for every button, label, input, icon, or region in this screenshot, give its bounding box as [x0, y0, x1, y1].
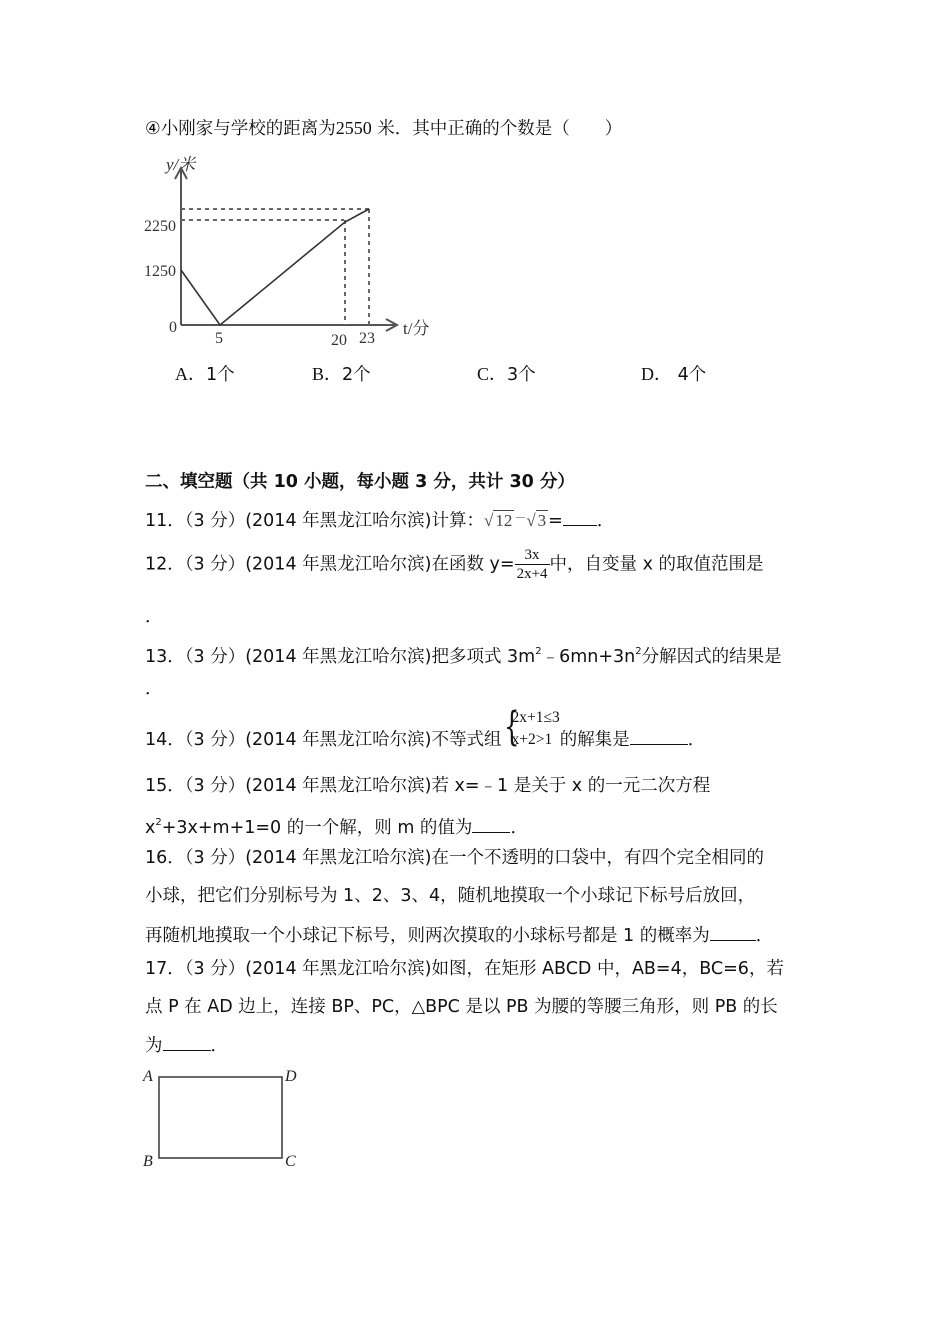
question-13 [145, 640, 782, 669]
answer-blank[interactable] [710, 922, 756, 941]
question-16-line2: 小球，把它们分别标号为 1、2、3、4，随机地摸取一个小球记下标号后放回， [145, 886, 756, 906]
option-text: 2个 [342, 365, 371, 385]
question-10-statement-4 [145, 116, 622, 141]
question-17-line3 [145, 1032, 228, 1058]
sqrt-3: √ 3 [526, 511, 547, 530]
inequality-2: x+2>1 [511, 731, 553, 748]
question-text: 11．（3 分）(2014 年黑龙江哈尔滨)计算： [145, 511, 484, 531]
answer-blank[interactable] [163, 1032, 211, 1051]
question-text: 再随机地摸取一个小球记下标号，则两次摸取的小球标号都是 1 的概率为 [145, 926, 710, 946]
question-text: 12．（3 分）(2014 年黑龙江哈尔滨)在函数 y= [145, 554, 515, 575]
section-heading: 二、填空题（共 10 小题，每小题 3 分，共计 30 分） [145, 472, 575, 492]
period: ． [596, 511, 615, 531]
option-letter: D． [641, 364, 672, 384]
expression: ﹣6mn+3n [541, 647, 636, 667]
y-tick-0: 0 [169, 319, 177, 336]
fraction [515, 546, 550, 583]
question-text: +3x+m+1=0 的一个解，则 m 的值为 [161, 818, 473, 838]
option-c[interactable] [477, 362, 536, 387]
x-axis-label: t/分 [403, 319, 430, 338]
expression: x [145, 818, 156, 838]
question-11 [145, 506, 614, 533]
y-axis-label: y/米 [166, 155, 196, 174]
rectangle [159, 1077, 282, 1158]
question-text: 为 [145, 1036, 163, 1056]
period: ． [210, 1036, 228, 1056]
question-text-suffix: 中，自变量 x 的取值范围是 [549, 554, 764, 575]
distance-time-graph [140, 150, 450, 355]
superscript: 2 [535, 646, 542, 657]
question-text-suffix: 分解因式的结果是 [641, 647, 782, 667]
question-12 [145, 546, 764, 583]
x-tick-23: 23 [359, 330, 375, 347]
distance-line [181, 209, 369, 325]
question-14 [145, 704, 706, 752]
equals: = [548, 511, 563, 531]
option-letter: B． [312, 364, 343, 384]
rectangle-abcd-figure [135, 1060, 315, 1175]
y-tick-2250: 2250 [144, 218, 176, 235]
answer-blank[interactable] [630, 726, 688, 745]
question-17-line2: 点 P 在 AD 边上，连接 BP、PC，△BPC 是以 PB 为腰的等腰三角形，则 PB 的长 [145, 997, 778, 1017]
option-text: 1个 [206, 365, 235, 385]
question-12-line2: ． [145, 607, 163, 627]
period: ． [687, 730, 706, 750]
minus-sign: － [514, 511, 527, 525]
option-text: 4个 [672, 365, 707, 385]
question-17: 17．（3 分）(2014 年黑龙江哈尔滨)如图，在矩形 ABCD 中，AB=4，BC=6，若 [145, 959, 784, 979]
period: ． [755, 926, 774, 946]
superscript: 2 [155, 817, 162, 828]
question-15-line2 [145, 811, 528, 840]
question-13-line2: ． [145, 679, 163, 699]
brace-icon: { [504, 704, 520, 750]
sqrt-12: √ 12 [483, 511, 513, 530]
vertex-label-b: B [143, 1153, 153, 1170]
x-tick-20: 20 [331, 332, 347, 349]
radicand: 3 [537, 511, 547, 530]
option-text: 3个 [507, 365, 536, 385]
radicand: 12 [495, 511, 513, 530]
numerator: 3x [515, 546, 550, 565]
inequality-1: 2x+1≤3 [511, 709, 560, 726]
y-tick-1250: 1250 [144, 263, 176, 280]
inequality-system [501, 704, 560, 751]
question-text-suffix: 的解集是 [559, 730, 630, 750]
question-15: 15．（3 分）(2014 年黑龙江哈尔滨)若 x=﹣1 是关于 x 的一元二次方程 [145, 776, 711, 796]
question-text: 14．（3 分）(2014 年黑龙江哈尔滨)不等式组 [145, 730, 502, 750]
statement-text: ④小刚家与学校的距离为 [145, 119, 336, 139]
question-16-line3 [145, 922, 773, 948]
question-16: 16．（3 分）(2014 年黑龙江哈尔滨)在一个不透明的口袋中，有四个完全相同的 [145, 848, 764, 868]
option-a[interactable] [175, 362, 235, 387]
option-d[interactable] [641, 362, 706, 387]
superscript: 2 [635, 646, 642, 657]
x-tick-5: 5 [215, 330, 223, 347]
vertex-label-a: A [143, 1068, 153, 1085]
distance-value: 2550 [335, 118, 372, 138]
vertex-label-d: D [285, 1068, 297, 1085]
answer-blank[interactable] [563, 507, 597, 526]
period: ． [510, 818, 528, 838]
option-letter: A． [175, 364, 206, 384]
statement-question: 米．其中正确的个数是（ ） [377, 119, 623, 139]
question-text: 13．（3 分）(2014 年黑龙江哈尔滨)把多项式 3m [145, 647, 536, 667]
option-b[interactable] [312, 362, 371, 387]
vertex-label-c: C [285, 1153, 296, 1170]
answer-blank[interactable] [472, 814, 510, 833]
denominator: 2x+4 [516, 566, 548, 582]
option-letter: C． [477, 364, 508, 384]
